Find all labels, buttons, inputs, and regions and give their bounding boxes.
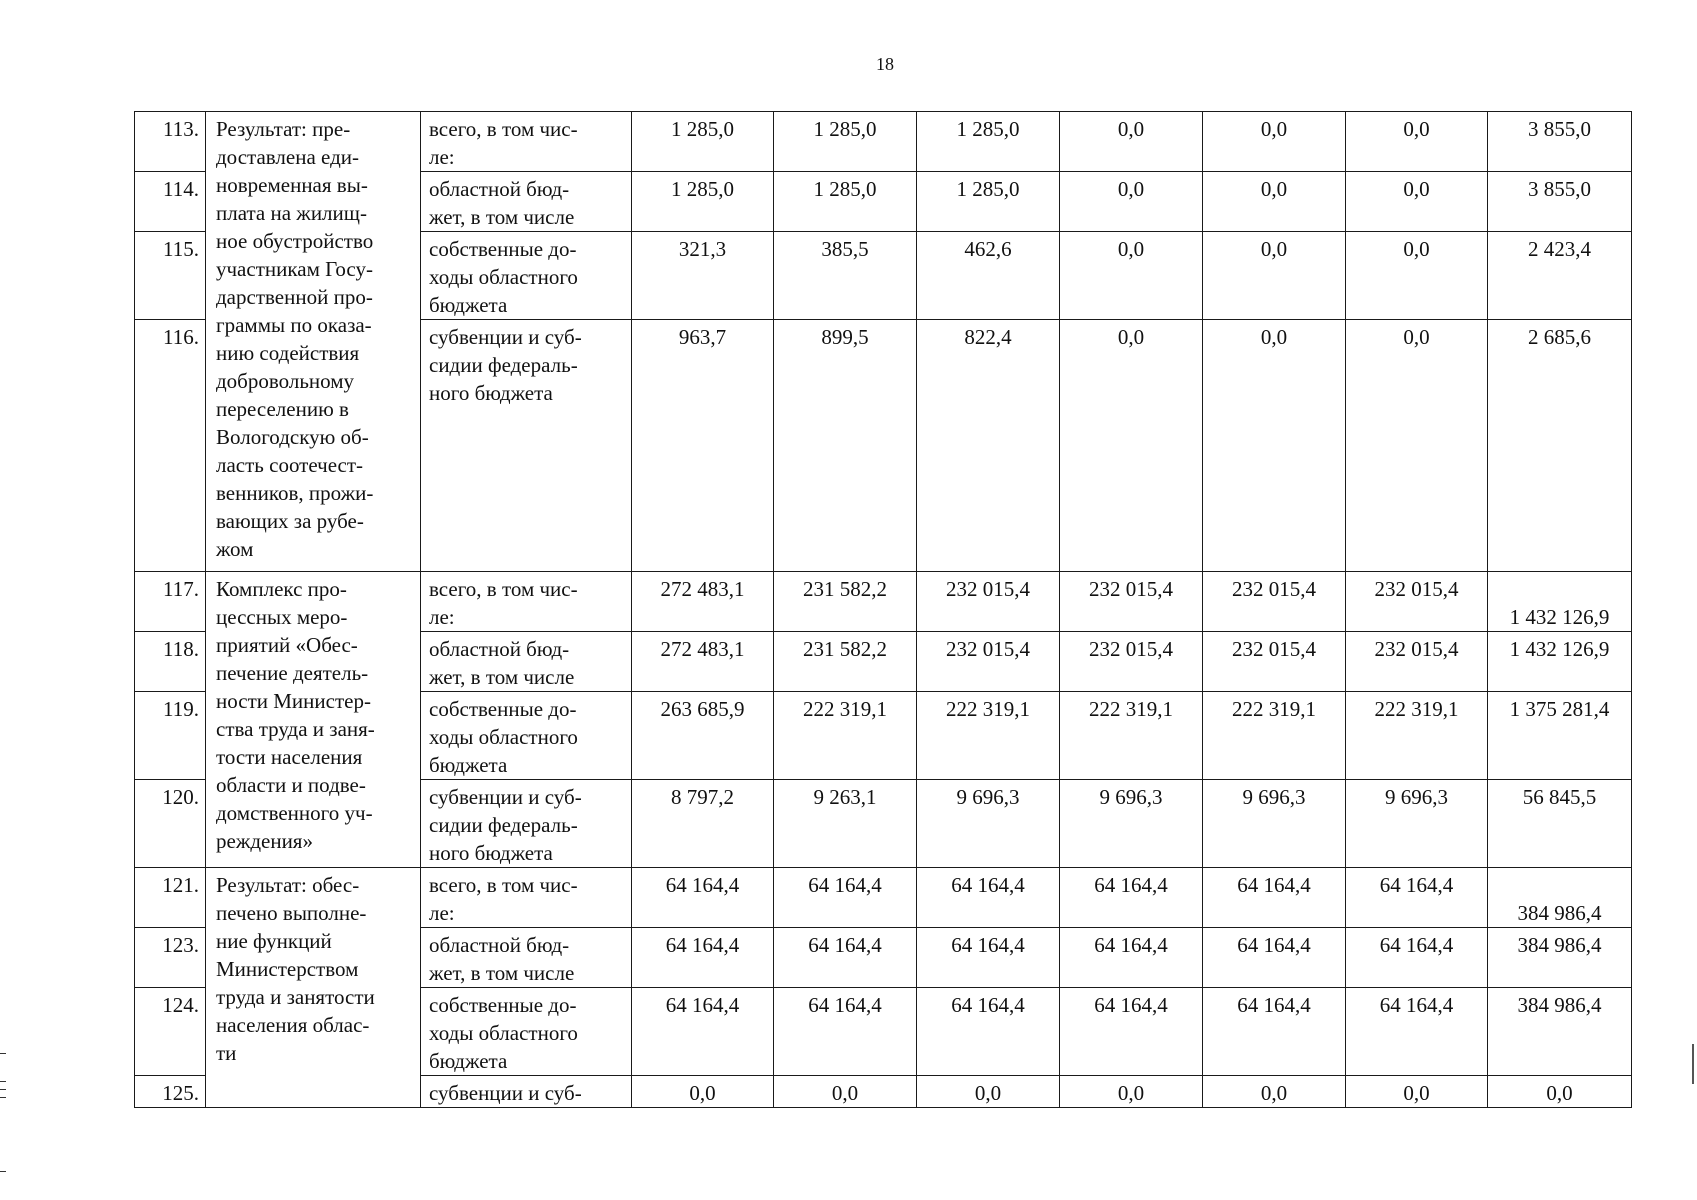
total-value: 2 423,4 [1488,232,1632,320]
row-number: 113. [135,112,206,172]
year-value: 64 164,4 [917,988,1060,1076]
margin-mark [0,1171,6,1172]
funding-source: собственные до- ходы областного бюджета [421,232,632,320]
year-value: 8 797,2 [632,780,774,868]
total-value: 3 855,0 [1488,112,1632,172]
activity-label: Результат: пре- доставлена еди- новременная вы- плата на жилищ- ное обустройство участникам Госу- дарственной про- граммы по оказа- нию содействия добровольному переселению в Вологодскую об- ласть соотечест- венников, прожи- вающих за рубе- жом [206,112,421,572]
year-value: 222 319,1 [1203,692,1346,780]
margin-mark [0,1089,6,1090]
table-body [135,112,1632,1108]
year-value: 385,5 [774,232,917,320]
year-value: 0,0 [632,1076,774,1108]
year-value: 1 285,0 [632,172,774,232]
funding-source: областной бюд- жет, в том числе [421,928,632,988]
row-number: 121. [135,868,206,928]
year-value: 0,0 [1346,112,1488,172]
budget-table [134,111,1632,1108]
year-value: 231 582,2 [774,572,917,632]
year-value: 899,5 [774,320,917,572]
year-value: 0,0 [1203,112,1346,172]
row-number: 120. [135,780,206,868]
year-value: 9 696,3 [1346,780,1488,868]
row-number: 119. [135,692,206,780]
row-number: 114. [135,172,206,232]
year-value: 222 319,1 [1060,692,1203,780]
year-value: 0,0 [1346,320,1488,572]
funding-source: областной бюд- жет, в том числе [421,172,632,232]
total-value: 1 432 126,9 [1488,632,1632,692]
funding-source: всего, в том чис- ле: [421,572,632,632]
year-value: 64 164,4 [1060,928,1203,988]
year-value: 232 015,4 [1060,632,1203,692]
year-value: 1 285,0 [632,112,774,172]
year-value: 9 696,3 [1203,780,1346,868]
year-value: 232 015,4 [917,572,1060,632]
margin-mark [0,1053,6,1054]
year-value: 64 164,4 [1203,928,1346,988]
year-value: 9 696,3 [1060,780,1203,868]
year-value: 0,0 [917,1076,1060,1108]
year-value: 321,3 [632,232,774,320]
row-number: 115. [135,232,206,320]
table-row [135,572,1632,632]
year-value: 0,0 [1060,232,1203,320]
total-value: 384 986,4 [1488,928,1632,988]
year-value: 232 015,4 [1346,572,1488,632]
year-value: 232 015,4 [1060,572,1203,632]
row-number: 125. [135,1076,206,1108]
year-value: 64 164,4 [917,868,1060,928]
year-value: 64 164,4 [1346,928,1488,988]
row-number: 118. [135,632,206,692]
margin-mark [0,1097,6,1098]
year-value: 64 164,4 [774,868,917,928]
row-number: 124. [135,988,206,1076]
year-value: 64 164,4 [1060,868,1203,928]
year-value: 822,4 [917,320,1060,572]
total-value: 384 986,4 [1488,868,1632,928]
year-value: 0,0 [1203,320,1346,572]
year-value: 1 285,0 [917,112,1060,172]
row-number: 116. [135,320,206,572]
funding-source: всего, в том чис- ле: [421,112,632,172]
year-value: 64 164,4 [917,928,1060,988]
year-value: 64 164,4 [1203,868,1346,928]
year-value: 231 582,2 [774,632,917,692]
year-value: 232 015,4 [1346,632,1488,692]
year-value: 64 164,4 [1203,988,1346,1076]
margin-mark-right [1692,1044,1697,1084]
year-value: 222 319,1 [1346,692,1488,780]
year-value: 232 015,4 [1203,572,1346,632]
row-number: 117. [135,572,206,632]
total-value: 1 432 126,9 [1488,572,1632,632]
year-value: 963,7 [632,320,774,572]
year-value: 64 164,4 [1060,988,1203,1076]
funding-source: всего, в том чис- ле: [421,868,632,928]
year-value: 232 015,4 [1203,632,1346,692]
total-value: 2 685,6 [1488,320,1632,572]
year-value: 0,0 [1346,172,1488,232]
year-value: 0,0 [1203,172,1346,232]
year-value: 232 015,4 [917,632,1060,692]
year-value: 0,0 [1060,1076,1203,1108]
table-row [135,112,1632,172]
funding-source: субвенции и суб- сидии федераль- ного бюджета [421,780,632,868]
year-value: 64 164,4 [1346,988,1488,1076]
year-value: 64 164,4 [632,988,774,1076]
margin-mark [0,1081,6,1082]
year-value: 222 319,1 [917,692,1060,780]
year-value: 462,6 [917,232,1060,320]
activity-label: Комплекс про- цессных меро- приятий «Обес- печение деятель- ности Министер- ства труда и заня- тости населения области и подве- домственного уч- реждения» [206,572,421,868]
year-value: 64 164,4 [632,928,774,988]
funding-source: собственные до- ходы областного бюджета [421,692,632,780]
year-value: 0,0 [1203,232,1346,320]
year-value: 64 164,4 [774,928,917,988]
year-value: 1 285,0 [774,172,917,232]
year-value: 0,0 [1060,172,1203,232]
total-value: 3 855,0 [1488,172,1632,232]
activity-label: Результат: обес- печено выполне- ние функций Министерством труда и занятости населения облас- ти [206,868,421,1108]
year-value: 0,0 [1346,1076,1488,1108]
funding-source: собственные до- ходы областного бюджета [421,988,632,1076]
row-number: 123. [135,928,206,988]
year-value: 0,0 [1060,320,1203,572]
year-value: 0,0 [1060,112,1203,172]
year-value: 222 319,1 [774,692,917,780]
funding-source: субвенции и суб- сидии федераль- ного бюджета [421,320,632,572]
year-value: 1 285,0 [774,112,917,172]
total-value: 0,0 [1488,1076,1632,1108]
year-value: 0,0 [774,1076,917,1108]
total-value: 384 986,4 [1488,988,1632,1076]
table-row [135,868,1632,928]
year-value: 9 696,3 [917,780,1060,868]
year-value: 1 285,0 [917,172,1060,232]
funding-source: субвенции и суб- [421,1076,632,1108]
year-value: 9 263,1 [774,780,917,868]
year-value: 64 164,4 [774,988,917,1076]
total-value: 56 845,5 [1488,780,1632,868]
funding-source: областной бюд- жет, в том числе [421,632,632,692]
year-value: 263 685,9 [632,692,774,780]
year-value: 64 164,4 [632,868,774,928]
total-value: 1 375 281,4 [1488,692,1632,780]
year-value: 272 483,1 [632,632,774,692]
year-value: 64 164,4 [1346,868,1488,928]
year-value: 272 483,1 [632,572,774,632]
year-value: 0,0 [1346,232,1488,320]
page-number: 18 [876,54,894,74]
year-value: 0,0 [1203,1076,1346,1108]
